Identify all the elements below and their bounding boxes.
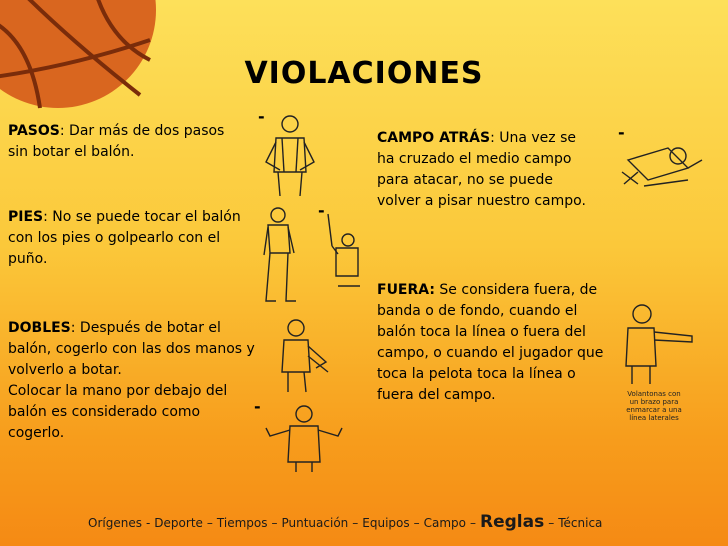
violation-desc: : Una vez se ha cruzado el medio campo para atacar, no se puede volver a pisar nuestro campo.: [377, 130, 586, 209]
nav-tiempos[interactable]: Tiempos: [216, 516, 268, 530]
marker-dash: -: [258, 107, 265, 126]
violation-extra: Colocar la mano por debajo del balón es considerado como cogerlo.: [8, 383, 228, 441]
referee-pasos-figure: [262, 112, 318, 198]
bottom-nav: Orígenes - Deporte – Tiempos – Puntuación – Equipos – Campo – Reglas – Técnica: [88, 512, 603, 532]
marker-dash: -: [618, 123, 625, 142]
nav-equipos[interactable]: Equipos: [362, 516, 410, 530]
violation-pies: [8, 207, 248, 270]
violation-desc: Se considera fuera, de banda o de fondo, cuando el balón toca la línea o fuera del campo, o cuando el jugador que toca la pelota toca la línea o fuera del campo.: [377, 282, 604, 403]
violation-term: PIES: [8, 209, 44, 225]
nav-deporte[interactable]: Deporte: [154, 516, 203, 530]
marker-dash: -: [318, 201, 325, 220]
nav-campo[interactable]: Campo: [423, 516, 467, 530]
figure-caption: Volantonas con un brazo para enmarcar a una línea laterales: [626, 390, 682, 422]
nav-origenes[interactable]: Orígenes: [88, 516, 142, 530]
page-title: VIOLACIONES: [244, 56, 484, 91]
violation-pasos: [8, 121, 243, 163]
violation-fuera: [377, 280, 609, 406]
referee-pies-figure: [260, 205, 300, 307]
basketball-icon: [0, 0, 160, 110]
violation-campo-atras: [377, 128, 592, 212]
nav-reglas[interactable]: Reglas: [480, 512, 545, 532]
violation-term: FUERA:: [377, 282, 435, 298]
violation-desc: : Dar más de dos pasos sin botar el balón.: [8, 123, 225, 160]
referee-campo-atras-figure: [618, 136, 706, 192]
referee-fuera-figure: [618, 300, 696, 386]
nav-tecnica[interactable]: Técnica: [558, 516, 603, 530]
violation-term: PASOS: [8, 123, 60, 139]
nav-puntuacion[interactable]: Puntuación: [281, 516, 349, 530]
referee-pies-figure-2: [322, 212, 362, 292]
violation-desc: : No se puede tocar el balón con los pies o golpearlo con el puño.: [8, 209, 241, 267]
referee-dobles-figure-2: [262, 400, 344, 474]
violation-dobles: [8, 318, 258, 444]
referee-dobles-figure: [276, 316, 334, 394]
marker-dash: -: [254, 397, 261, 416]
violation-term: DOBLES: [8, 320, 71, 336]
violation-term: CAMPO ATRÁS: [377, 130, 491, 146]
violation-desc: : Después de botar el balón, cogerlo con las dos manos y volverlo a botar.: [8, 320, 255, 378]
